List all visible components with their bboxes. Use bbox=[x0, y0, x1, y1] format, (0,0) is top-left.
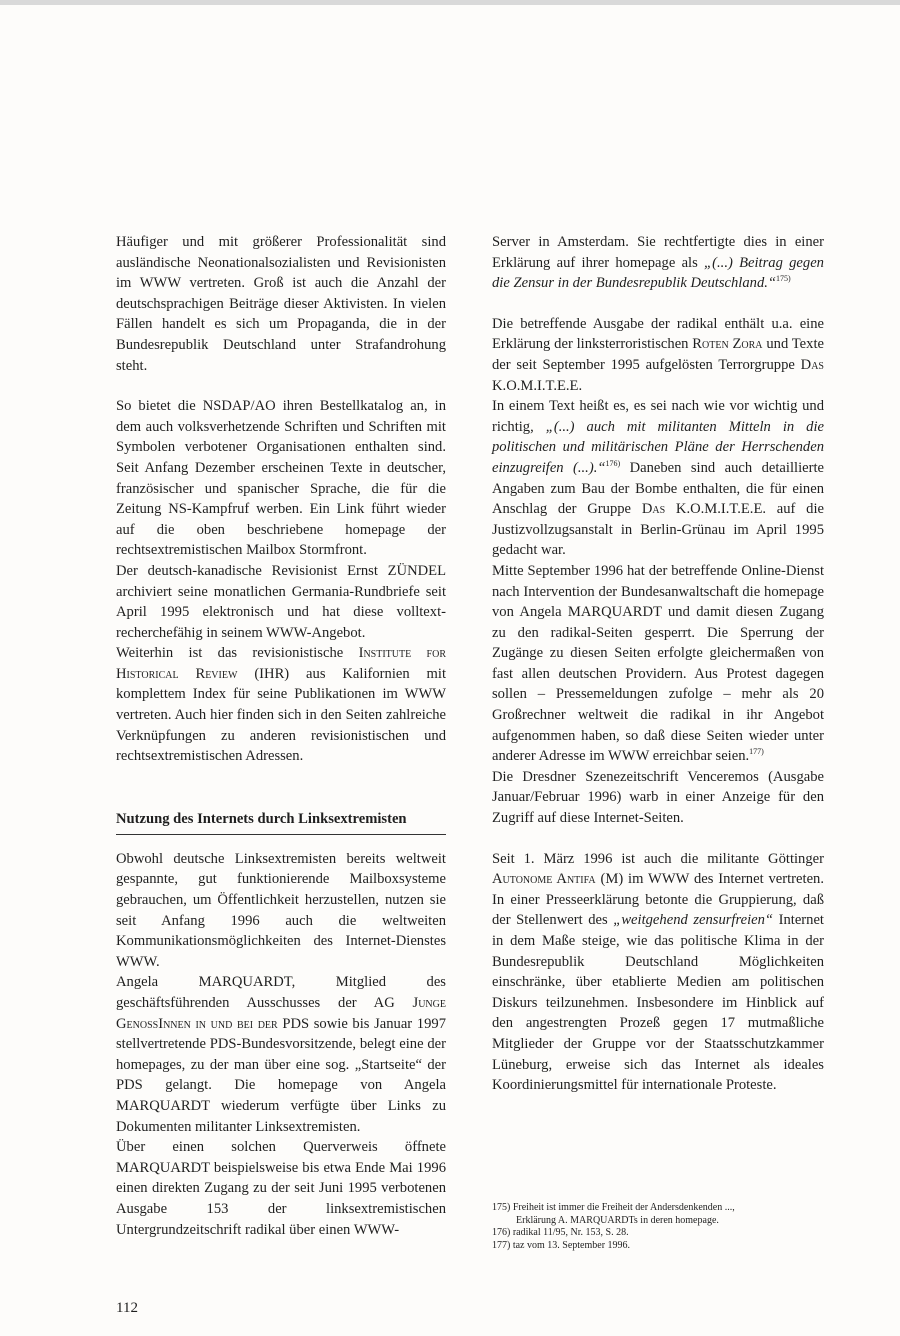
text-run: Angela MARQUARDT, Mitglied des geschäftsführenden Ausschusses der AG bbox=[116, 974, 446, 1011]
page-number: 112 bbox=[116, 1300, 138, 1316]
text-run: Weiterhin ist das revisionistische bbox=[116, 645, 344, 662]
text-run: PDS sowie bis Januar 1997 stellvertretende PDS-Bundesvorsitzende, belegt eine der homepages, zu der man über eine sog. „Startseite“ der PDS gelangt. Die homepage von Angela MARQUARDT wiederum verfügte über Links zu Dokumenten militanter Linksextremisten. bbox=[116, 1015, 446, 1135]
text-run: Die betreffende Ausgabe der radikal enthält u.a. eine Erklärung der linksterroristischen bbox=[492, 315, 824, 353]
left-column bbox=[116, 232, 446, 1240]
text-run: Mitte September 1996 hat der betreffende Online-Dienst nach Intervention der Bundesanwaltschaft die homepage von Angela MARQUARDT und damit diesen Zugang zu den radikal-Seiten gesperrt. Die Sperrung der Zugänge zu diesen Seiten erfolgte gleichermaßen von fast allen deutschen Providern. Aus Protest dagegen sollen – Pressemeldungen zufolge – mehr als 20 Großrechner weltweit die radikal in ihr Angebot aufgenommen haben, so daß diese Seiten wieder unter anderer Adresse im WWW erreichbar seien. bbox=[492, 562, 824, 765]
paragraph bbox=[492, 849, 824, 1096]
heading-rule bbox=[116, 834, 446, 835]
organization-name: Roten Zora bbox=[692, 336, 763, 353]
section-heading: Nutzung des Internets durch Linksextremisten bbox=[116, 810, 407, 827]
paragraph: Häufiger und mit größerer Professionalität sind ausländische Neonationalsozialisten und Revisionisten im WWW vertreten. Groß ist auch die Anzahl der deutschsprachigen Beiträge dieser Aktivisten. In vielen Fällen handelt es sich um Propaganda, die in der Bundesrepublik Deutschland unter Strafandrohung steht. bbox=[116, 234, 446, 374]
paragraph bbox=[116, 643, 446, 767]
organization-name: Autonome Antifa bbox=[492, 871, 596, 888]
top-edge-line bbox=[0, 0, 900, 5]
text-run: K.O.M.I.T.E.E. bbox=[492, 377, 583, 394]
text-run: K.O.M.I.T.E.E. auf die Justizvollzugsanstalt in Berlin-Grünau im April 1995 gedacht war. bbox=[492, 501, 824, 559]
paragraph: Obwohl deutsche Linksextremisten bereits weltweit gespannte, gut funktionierende Mailboxsysteme gebrauchen, um Öffentlichkeit herzustellen, nutzen sie seit Anfang 1996 auch die weltweiten Kommunikationsmöglichkeiten des Internet-Dienstes WWW. bbox=[116, 850, 446, 970]
footnote-ref: 176) bbox=[605, 459, 621, 469]
quote: „(...) auch mit militanten Mitteln in die politischen und militärischen Pläne der Herrschenden einzugreifen (...).“ bbox=[492, 418, 824, 476]
footnote: 176) radikal 11/95, Nr. 153, S. 28. bbox=[492, 1227, 629, 1239]
text-run: Internet in dem Maße steige, wie das politische Klima in der Bundesrepublik Deutschland Möglichkeiten einschränke, über etablierte Medien am politischen Diskurs teilzunehmen. Insbesondere im Hinblick auf den angestrengten Prozeß gegen 17 mutmaßliche Mitglieder der Gruppe vor der Staatsschutzkammer Lüneburg, erweise sich das Internet als ideales Koordinierungsmittel für internationale Proteste. bbox=[492, 912, 824, 1094]
footnote: 177) taz vom 13. September 1996. bbox=[492, 1239, 631, 1251]
quote: „weitgehend zensurfreien“ bbox=[613, 912, 774, 929]
text-run: Daneben sind auch detaillierte Angaben zum Bau der Bombe enthalten, die für einen Anschlag der Gruppe bbox=[492, 459, 824, 518]
paragraph: So bietet die NSDAP/AO ihren Bestellkatalog an, in dem auch volksverhetzende Schriften und Schriften mit Symbolen verbotener Organisationen enthalten sind. Seit Anfang Dezember erscheinen Texte in deutscher, französischer und spanischer Sprache, die für die Zeitung NS-Kampfruf werben. Ein Link führt wieder auf die oben beschriebene homepage der rechtsextremistischen Mailbox Stormfront. bbox=[116, 398, 446, 559]
organization-name: Junge GenossInnen in und bei der bbox=[116, 995, 446, 1032]
organization-name: Das bbox=[800, 356, 824, 373]
text-run: In einem Text heißt es, es sei nach wie vor wichtig und richtig, bbox=[492, 398, 824, 435]
quote: „(...) Beitrag gegen die Zensur in der Bundesrepublik Deutschland.“ bbox=[492, 254, 824, 292]
text-run: Seit 1. März 1996 ist auch die militante Göttinger bbox=[492, 850, 824, 867]
text-run: Server in Amsterdam. Sie rechtfertigte dies in einer Erklärung auf ihrer homepage als bbox=[492, 234, 824, 271]
paragraph: Die Dresdner Szenezeitschrift Venceremos (Ausgabe Januar/Februar 1996) warb in einer Anzeige für den Zugriff auf diese Internet-Seiten. bbox=[492, 768, 824, 827]
right-column bbox=[492, 232, 824, 1096]
paragraph bbox=[492, 561, 824, 767]
organization-name: Das bbox=[641, 501, 666, 518]
paragraph bbox=[492, 396, 824, 561]
text-run: (M) im WWW des Internet vertreten. In einer Presseerklärung betonte die Gruppierung, daß der Stellenwert des bbox=[492, 871, 824, 929]
text-run: und Texte der seit September 1995 aufgelösten Terrorgruppe bbox=[492, 336, 824, 373]
footnote-ref: 177) bbox=[749, 747, 764, 757]
paragraph: Über einen solchen Querverweis öffnete MARQUARDT beispielsweise bis etwa Ende Mai 1996 einen direkten Zugang zu der seit Juni 1995 verbotenen Ausgabe 153 der linksextremistischen Untergrundzeitschrift radikal über einen WWW- bbox=[116, 1139, 446, 1238]
footnote-ref: 175) bbox=[776, 274, 791, 284]
footnote: 175) Freiheit ist immer die Freiheit der Andersdenkenden ..., bbox=[492, 1202, 735, 1213]
paragraph bbox=[116, 972, 446, 1137]
paragraph: Der deutsch-kanadische Revisionist Ernst ZÜNDEL archiviert seine monatlichen Germania-Rundbriefe seit April 1995 elektronisch und hat diese volltext-recherchefähig in seinem WWW-Angebot. bbox=[116, 562, 446, 641]
footnote-continuation: Erklärung A. MARQUARDTs in deren homepage. bbox=[516, 1214, 719, 1226]
paragraph bbox=[492, 314, 824, 396]
footnotes bbox=[492, 1202, 822, 1252]
text-run: (IHR) aus Kalifornien mit komplettem Index für seine Publikationen im WWW vertreten. Auch hier finden sich in den Seiten zahlreiche Verknüpfungen zu anderen revisionistischen und rechtsextremistischen Adressen. bbox=[116, 665, 447, 765]
paragraph bbox=[492, 232, 824, 294]
organization-name: Institute for Historical Review bbox=[116, 645, 446, 682]
